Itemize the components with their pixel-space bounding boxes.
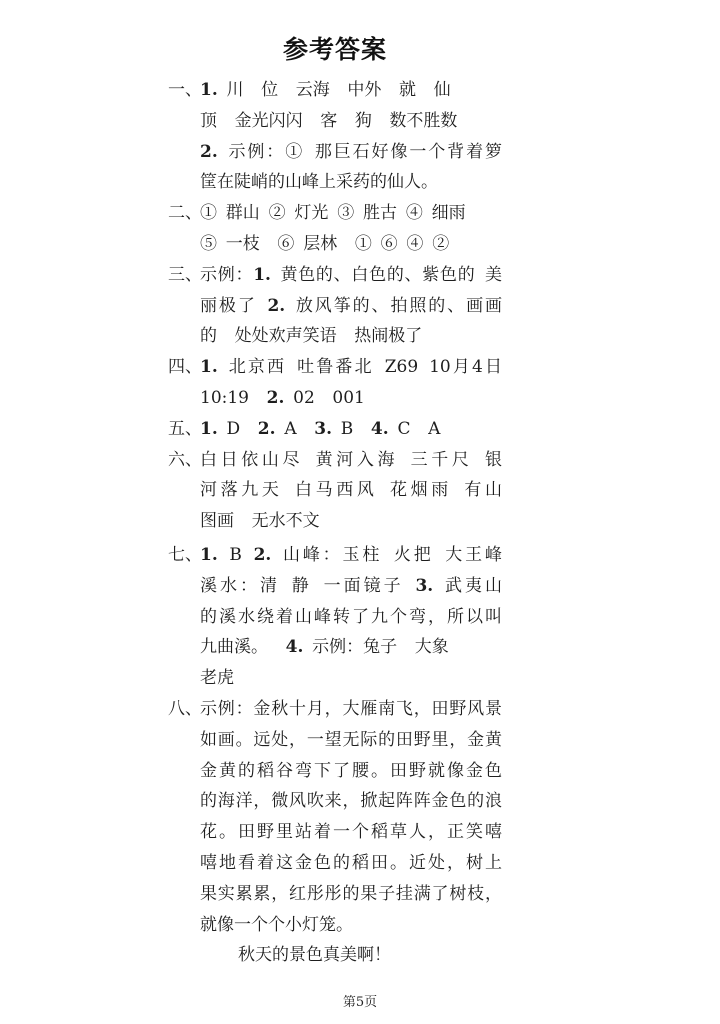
answer-section-6 <box>168 445 502 537</box>
answer-line: 金黄的稻谷弯下了腰。田野就像金色 <box>200 760 502 781</box>
section-label: 二、 <box>168 203 202 224</box>
answer-line: 的溪水绕着山峰转了九个弯，所以叫 <box>200 606 502 627</box>
section-label: 四、 <box>168 357 202 378</box>
answer-line: 1. 北京西 吐鲁番北 Z69 10月4日 <box>200 357 502 378</box>
answer-line: 2. 示例：① 那巨石好像一个背着箩 <box>200 141 502 162</box>
answer-section-1 <box>168 75 502 198</box>
section-label: 三、 <box>168 264 202 285</box>
answer-line: 嘻地看着这金色的稻田。近处，树上 <box>200 852 502 873</box>
answer-line: 秋天的景色真美啊！ <box>238 945 391 966</box>
answer-line: 白日依山尽 黄河入海 三千尺 银 <box>200 449 502 470</box>
answer-line: 1. D 2. A 3. B 4. C A <box>200 418 441 439</box>
answer-line: 图画 无水不文 <box>200 511 320 532</box>
page-title: 参考答案 <box>282 35 387 64</box>
answer-line: 就像一个个小灯笼。 <box>200 914 353 935</box>
answer-section-5 <box>168 414 502 445</box>
answer-line: 筐在陡峭的山峰上采药的仙人。 <box>200 172 438 193</box>
section-label: 一、 <box>168 80 202 100</box>
answer-line: 如画。远处，一望无际的田野里，金黄 <box>200 729 502 750</box>
answer-section-2 <box>168 198 502 260</box>
answer-line: 九曲溪。 4. 示例：兔子 大象 <box>200 637 449 658</box>
section-label: 七、 <box>168 544 202 565</box>
page-number: 第5页 <box>342 995 378 1010</box>
answer-line: 10:19 2. 02 001 <box>200 387 365 408</box>
answer-line: 果实累累，红彤彤的果子挂满了树枝， <box>200 883 502 904</box>
answer-section-7 <box>168 540 502 694</box>
answer-line: 河落九天 白马西风 花烟雨 有山 <box>200 480 502 501</box>
section-label: 八、 <box>168 698 202 719</box>
answer-line: ⑤ 一枝 ⑥ 层林 ① ⑥ ④ ② <box>200 233 450 254</box>
answer-list <box>168 75 502 971</box>
answer-line: 的海洋，微风吹来，掀起阵阵金色的浪 <box>200 791 502 812</box>
answer-line: 丽极了 2. 放风筝的、拍照的、画画 <box>200 295 502 316</box>
answer-section-4 <box>168 352 502 414</box>
section-label: 五、 <box>168 418 202 439</box>
answer-line: 花。田野里站着一个稻草人，正笑嘻 <box>200 822 502 843</box>
answer-section-8 <box>168 694 502 971</box>
answer-line: 示例：1. 黄色的、白色的、紫色的 美 <box>200 264 503 285</box>
answer-section-3 <box>168 260 502 352</box>
answer-line: 1. 川 位 云海 中外 就 仙 <box>200 80 451 100</box>
answer-line: 1. B 2. 山峰：玉柱 火把 大王峰 <box>200 544 502 565</box>
answer-line: 示例：金秋十月，大雁南飞，田野风景 <box>200 698 502 719</box>
answer-line: ① 群山 ② 灯光 ③ 胜古 ④ 细雨 <box>200 203 466 224</box>
answer-line: 的 处处欢声笑语 热闹极了 <box>200 326 423 347</box>
answer-line: 顶 金光闪闪 客 狗 数不胜数 <box>200 110 458 131</box>
answer-line: 溪水：清 静 一面镜子 3. 武夷山 <box>200 575 502 596</box>
section-label: 六、 <box>168 449 202 470</box>
answer-line: 老虎 <box>200 668 234 689</box>
